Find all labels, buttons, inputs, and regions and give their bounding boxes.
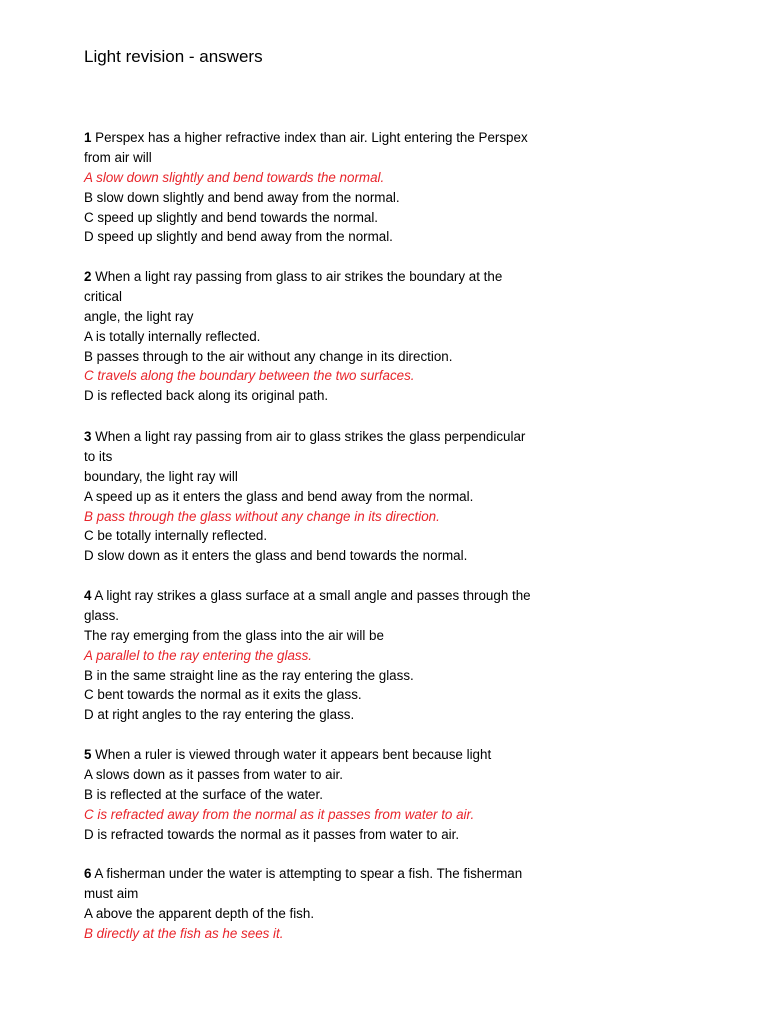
question-stem-line (84, 884, 724, 904)
question-number: 5 (84, 747, 92, 762)
answer-option: D is refracted towards the normal as it passes from water to air. (84, 826, 460, 842)
question-stem-text: When a light ray passing from air to glass strikes the glass perpendicular (91, 429, 526, 444)
question-number: 4 (84, 588, 92, 603)
correct-answer-option: B pass through the glass without any change in its direction. (84, 508, 440, 524)
answer-option: B in the same straight line as the ray entering the glass. (84, 667, 414, 683)
question-4 (84, 586, 724, 725)
question-6 (84, 864, 724, 944)
question-stem-line (84, 128, 724, 148)
correct-answer-option: A slow down slightly and bend towards the normal. (84, 169, 385, 185)
answer-option: D slow down as it enters the glass and bend towards the normal. (84, 548, 468, 564)
question-stem-text: to its (84, 448, 113, 464)
answer-option: C be totally internally reflected. (84, 528, 268, 544)
question-stem-line (84, 586, 724, 606)
correct-answer-option: A parallel to the ray entering the glass. (84, 647, 313, 663)
question-stem-text: The ray emerging from the glass into the air will be (84, 627, 384, 643)
question-stem-text: must aim (84, 885, 139, 901)
question-stem-line (84, 267, 724, 287)
question-stem-text: boundary, the light ray will (84, 468, 238, 484)
question-number: 1 (84, 130, 92, 145)
question-stem-text: from air will (84, 149, 152, 165)
question-3 (84, 427, 724, 566)
answer-option: B slow down slightly and bend away from the normal. (84, 189, 400, 205)
correct-answer-option: B directly at the fish as he sees it. (84, 925, 284, 941)
question-stem-text: A fisherman under the water is attempting to spear a fish. The fisherman (91, 866, 523, 881)
answer-option: A speed up as it enters the glass and bend away from the normal. (84, 488, 474, 504)
answer-option: C bent towards the normal as it exits the glass. (84, 687, 362, 703)
question-stem-line (84, 307, 724, 327)
document-title: Light revision - answers (84, 47, 263, 66)
question-stem-text: Perspex has a higher refractive index than air. Light entering the Perspex (91, 130, 528, 145)
question-stem-text: glass. (84, 607, 119, 623)
answer-option: D at right angles to the ray entering the glass. (84, 707, 355, 723)
correct-answer-option: C is refracted away from the normal as it passes from water to air. (84, 806, 475, 822)
question-5 (84, 745, 724, 844)
question-stem-line (84, 467, 724, 487)
answer-option: A above the apparent depth of the fish. (84, 905, 315, 921)
question-stem-line (84, 626, 724, 646)
question-stem-line (84, 287, 724, 307)
question-stem-line (84, 606, 724, 626)
answer-option: B passes through to the air without any change in its direction. (84, 348, 453, 364)
question-stem-text: When a ruler is viewed through water it appears bent because light (91, 747, 492, 762)
question-stem-text: angle, the light ray (84, 308, 194, 324)
question-number: 3 (84, 429, 92, 444)
question-number: 6 (84, 866, 92, 881)
question-number: 2 (84, 269, 92, 284)
answer-option: C speed up slightly and bend towards the normal. (84, 209, 379, 225)
question-stem-text: When a light ray passing from glass to air strikes the boundary at the (91, 269, 503, 284)
question-stem-line (84, 148, 724, 168)
question-stem-text: A light ray strikes a glass surface at a small angle and passes through the (91, 588, 531, 603)
correct-answer-option: C travels along the boundary between the two surfaces. (84, 368, 415, 384)
answer-option: D is reflected back along its original path. (84, 388, 329, 404)
answer-option: B is reflected at the surface of the water. (84, 786, 323, 802)
question-stem-line (84, 745, 724, 765)
question-stem-line (84, 864, 724, 884)
question-stem-line (84, 447, 724, 467)
question-stem-text: critical (84, 288, 122, 304)
answer-option: A slows down as it passes from water to air. (84, 766, 343, 782)
question-1 (84, 128, 724, 247)
answer-option: D speed up slightly and bend away from the normal. (84, 229, 393, 245)
question-2 (84, 267, 724, 406)
answer-option: A is totally internally reflected. (84, 328, 261, 344)
question-stem-line (84, 427, 724, 447)
